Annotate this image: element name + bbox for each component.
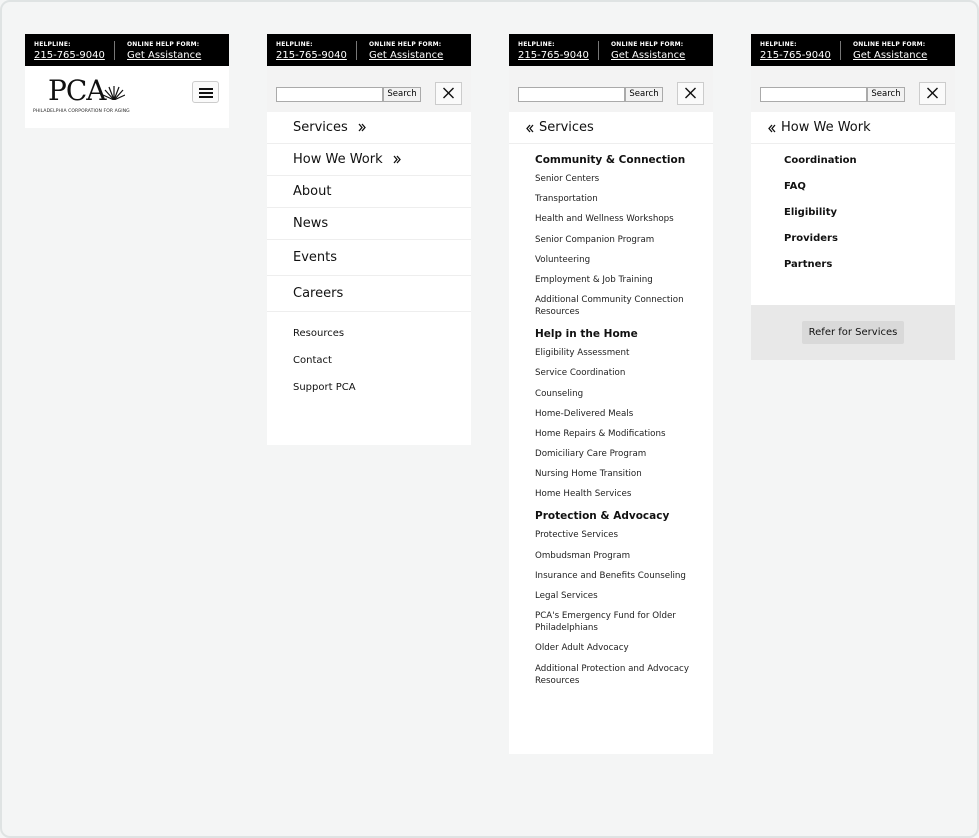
helpline-number-link[interactable]: 215-765-9040 xyxy=(34,50,105,61)
close-menu-button[interactable] xyxy=(677,82,704,105)
nav-item-label: How We Work xyxy=(293,152,383,167)
spacer xyxy=(267,312,471,320)
submenu-link[interactable]: Counseling xyxy=(535,388,584,399)
get-assistance-link[interactable]: Get Assistance xyxy=(853,50,928,61)
submenu-link[interactable]: Additional Community Connection Resources xyxy=(535,295,684,318)
helpline-number-link[interactable]: 215-765-9040 xyxy=(518,50,589,61)
submenu-title: Services xyxy=(539,120,594,135)
submenu-link[interactable]: Senior Companion Program xyxy=(535,234,655,245)
top-bar xyxy=(509,34,713,66)
mobile-menu-how-we-work xyxy=(751,34,955,360)
nav-item-label: News xyxy=(293,216,329,231)
helpline-number-link[interactable]: 215-765-9040 xyxy=(276,50,347,61)
submenu-link[interactable]: PCA's Emergency Fund for Older Philadelphians xyxy=(535,611,676,634)
submenu-link[interactable]: Legal Services xyxy=(535,591,598,601)
submenu-link[interactable]: Eligibility Assessment xyxy=(535,348,630,359)
nav-item-news[interactable] xyxy=(267,208,471,240)
logo-subtitle: PHILADELPHIA CORPORATION FOR AGING xyxy=(33,109,130,114)
nav-item-how-we-work[interactable] xyxy=(267,144,471,176)
chevron-left-icon xyxy=(768,124,776,133)
submenu-link[interactable]: Volunteering xyxy=(535,254,591,265)
nav-item-events[interactable] xyxy=(267,240,471,276)
hw-link-providers[interactable]: Providers xyxy=(784,233,838,244)
submenu-link[interactable]: Protective Services xyxy=(535,530,619,541)
submenu-link[interactable]: Additional Protection and Advocacy Resources xyxy=(535,663,689,686)
back-to-main-menu[interactable] xyxy=(509,112,713,144)
mobile-menu-services xyxy=(509,34,713,754)
search-row xyxy=(509,66,713,112)
submenu-link[interactable]: Nursing Home Transition xyxy=(535,469,642,480)
topbar-divider xyxy=(598,41,599,60)
helpline-label: HELPLINE: xyxy=(760,41,797,48)
help-form-label: ONLINE HELP FORM: xyxy=(853,41,926,48)
submenu-link[interactable]: Ombudsman Program xyxy=(535,550,631,561)
group-title-home: Help in the Home xyxy=(535,328,638,341)
submenu-link[interactable]: Transportation xyxy=(535,194,598,205)
chevron-right-icon xyxy=(393,155,401,164)
close-menu-button[interactable] xyxy=(919,82,946,105)
get-assistance-link[interactable]: Get Assistance xyxy=(369,50,444,61)
top-bar xyxy=(751,34,955,66)
nav-item-label: Careers xyxy=(293,286,344,301)
cta-area xyxy=(751,305,955,360)
nav-item-careers[interactable] xyxy=(267,276,471,312)
mobile-menu-main xyxy=(267,34,471,445)
nav-item-label: Services xyxy=(293,120,348,135)
hw-link-coordination[interactable]: Coordination xyxy=(784,155,857,166)
help-form-label: ONLINE HELP FORM: xyxy=(369,41,442,48)
logo-area xyxy=(25,66,229,128)
group-list-protection xyxy=(509,529,713,686)
search-input[interactable] xyxy=(760,87,867,102)
topbar-divider xyxy=(840,41,841,60)
group-title-protection: Protection & Advocacy xyxy=(535,510,670,523)
search-button[interactable]: Search xyxy=(867,87,905,102)
submenu-link[interactable]: Insurance and Benefits Counseling xyxy=(535,570,686,581)
helpline-label: HELPLINE: xyxy=(34,41,71,48)
nav-item-services[interactable] xyxy=(267,112,471,144)
submenu-link[interactable]: Employment & Job Training xyxy=(535,274,653,285)
top-bar xyxy=(25,34,229,66)
hamburger-line xyxy=(199,92,213,94)
group-title-community: Community & Connection xyxy=(535,154,686,166)
nav-sub-resources[interactable]: Resources xyxy=(293,328,345,339)
submenu-link[interactable]: Home-Delivered Meals xyxy=(535,408,634,419)
refer-for-services-button[interactable]: Refer for Services xyxy=(802,321,904,344)
chevron-right-icon xyxy=(358,123,366,132)
submenu-link[interactable]: Older Adult Advocacy xyxy=(535,643,629,654)
submenu-title: How We Work xyxy=(781,120,871,135)
nav-sub-support-pca[interactable]: Support PCA xyxy=(293,382,356,393)
helpline-number-link[interactable]: 215-765-9040 xyxy=(760,50,831,61)
search-input[interactable] xyxy=(518,87,625,102)
search-row xyxy=(751,66,955,112)
submenu-link[interactable]: Domiciliary Care Program xyxy=(535,449,647,460)
close-icon xyxy=(920,83,945,104)
hw-link-faq[interactable]: FAQ xyxy=(784,181,806,192)
topbar-divider xyxy=(356,41,357,60)
close-icon xyxy=(678,83,703,104)
help-form-label: ONLINE HELP FORM: xyxy=(127,41,200,48)
search-button[interactable]: Search xyxy=(383,87,421,102)
sunburst-icon xyxy=(103,84,125,100)
hamburger-menu-button[interactable] xyxy=(192,81,219,103)
submenu-link[interactable]: Health and Wellness Workshops xyxy=(535,214,674,225)
helpline-label: HELPLINE: xyxy=(518,41,555,48)
nav-item-label: Events xyxy=(293,250,338,265)
back-to-main-menu[interactable] xyxy=(751,112,955,144)
submenu-link[interactable]: Home Health Services xyxy=(535,489,632,500)
nav-item-about[interactable] xyxy=(267,176,471,208)
close-menu-button[interactable] xyxy=(435,82,462,105)
get-assistance-link[interactable]: Get Assistance xyxy=(611,50,686,61)
chevron-left-icon xyxy=(526,124,534,133)
group-list-home xyxy=(509,347,713,500)
mobile-header-closed xyxy=(25,34,229,128)
group-list-community xyxy=(509,173,713,318)
search-input[interactable] xyxy=(276,87,383,102)
help-form-label: ONLINE HELP FORM: xyxy=(611,41,684,48)
submenu-link[interactable]: Service Coordination xyxy=(535,368,626,379)
nav-item-label: About xyxy=(293,184,332,199)
hw-link-eligibility[interactable]: Eligibility xyxy=(784,207,838,218)
close-icon xyxy=(436,83,461,104)
search-button[interactable]: Search xyxy=(625,87,663,102)
hamburger-line xyxy=(199,88,213,90)
topbar-divider xyxy=(114,41,115,60)
hw-link-partners[interactable]: Partners xyxy=(784,259,833,270)
submenu-link[interactable]: Senior Centers xyxy=(535,174,600,184)
nav-sub-contact[interactable]: Contact xyxy=(293,355,332,366)
logo-wordmark: PCA xyxy=(48,74,106,107)
top-bar xyxy=(267,34,471,66)
hamburger-line xyxy=(199,96,213,98)
helpline-label: HELPLINE: xyxy=(276,41,313,48)
search-row xyxy=(267,66,471,112)
submenu-link[interactable]: Home Repairs & Modifications xyxy=(535,428,666,439)
get-assistance-link[interactable]: Get Assistance xyxy=(127,50,202,61)
